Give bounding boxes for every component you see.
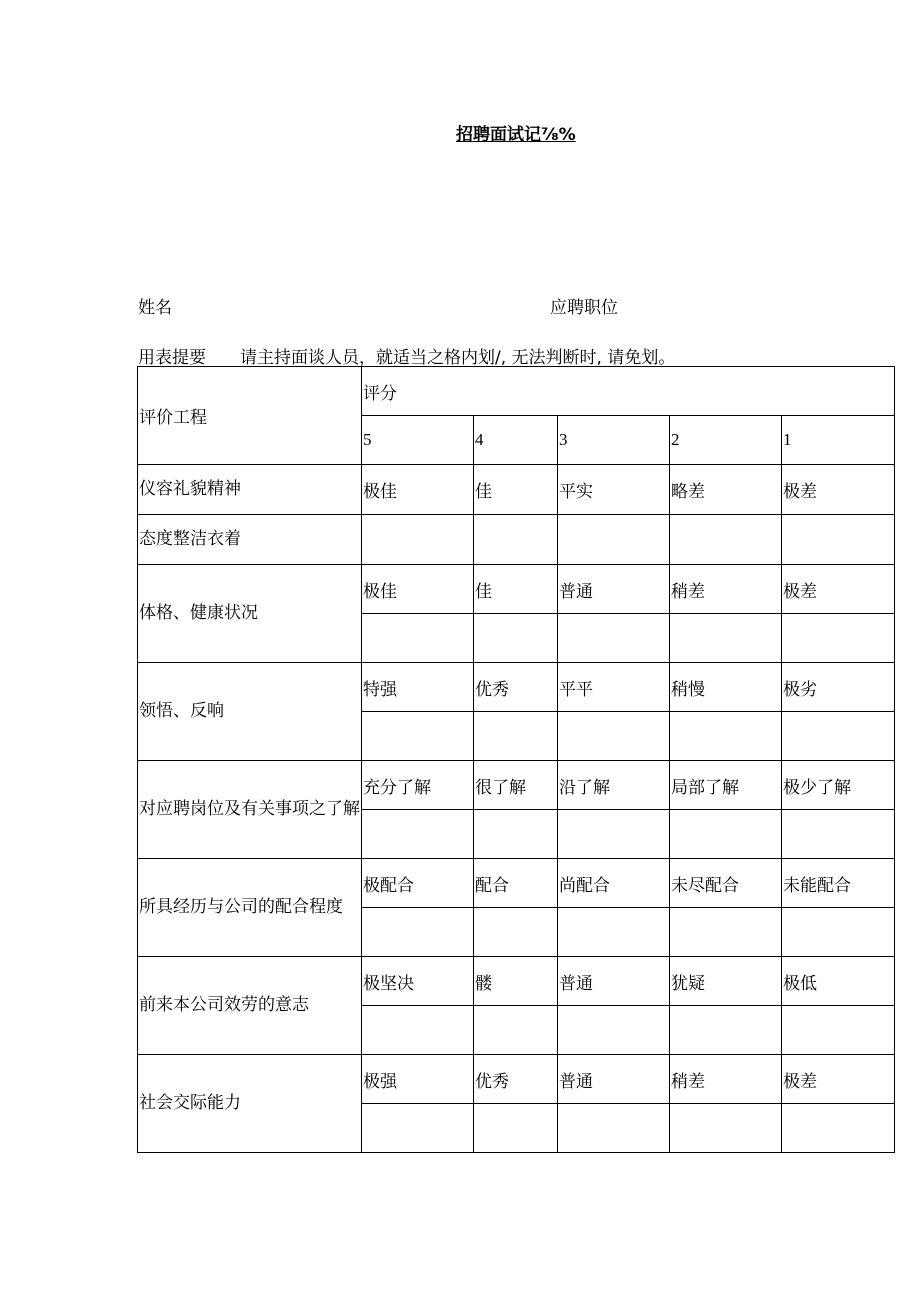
mark-cell[interactable]	[782, 614, 895, 663]
criterion-cell: 领悟、反响	[138, 663, 362, 761]
mark-cell[interactable]	[670, 712, 782, 761]
mark-cell[interactable]	[558, 515, 670, 565]
table-header-row	[138, 367, 895, 416]
rating-cell[interactable]: 稍慢	[670, 663, 782, 712]
mark-cell[interactable]	[362, 1006, 474, 1055]
mark-cell[interactable]	[558, 712, 670, 761]
score-2: 2	[670, 416, 782, 465]
mark-cell[interactable]	[670, 1006, 782, 1055]
criterion-cell: 社会交际能力	[138, 1055, 362, 1153]
mark-cell[interactable]	[362, 515, 474, 565]
mark-cell[interactable]	[670, 515, 782, 565]
score-header: 评分	[362, 367, 895, 416]
rating-cell[interactable]: 极差	[782, 465, 895, 515]
rating-cell[interactable]: 普通	[558, 1055, 670, 1104]
rating-cell[interactable]: 佳	[474, 465, 558, 515]
mark-cell[interactable]	[558, 810, 670, 859]
rating-cell[interactable]: 很了解	[474, 761, 558, 810]
rating-cell[interactable]: 充分了解	[362, 761, 474, 810]
rating-cell[interactable]: 优秀	[474, 1055, 558, 1104]
mark-cell[interactable]	[558, 614, 670, 663]
table-row	[138, 515, 895, 565]
score-1: 1	[782, 416, 895, 465]
mark-cell[interactable]	[782, 810, 895, 859]
rating-cell[interactable]: 极配合	[362, 859, 474, 908]
rating-cell[interactable]: 髅	[474, 957, 558, 1006]
rating-cell[interactable]: 普通	[558, 957, 670, 1006]
criterion-cell: 体格、健康状况	[138, 565, 362, 663]
mark-cell[interactable]	[362, 712, 474, 761]
rating-cell[interactable]: 未尽配合	[670, 859, 782, 908]
criterion-cell: 仪容礼貌精神	[138, 465, 362, 515]
mark-cell[interactable]	[362, 810, 474, 859]
mark-cell[interactable]	[782, 1006, 895, 1055]
rating-cell[interactable]: 特强	[362, 663, 474, 712]
mark-cell[interactable]	[670, 614, 782, 663]
rating-cell[interactable]: 犹疑	[670, 957, 782, 1006]
mark-cell[interactable]	[782, 515, 895, 565]
mark-cell[interactable]	[474, 908, 558, 957]
rating-cell[interactable]: 极差	[782, 1055, 895, 1104]
mark-cell[interactable]	[782, 712, 895, 761]
rating-cell[interactable]: 极低	[782, 957, 895, 1006]
mark-cell[interactable]	[558, 1104, 670, 1153]
mark-cell[interactable]	[362, 908, 474, 957]
criterion-cell: 态度整洁衣着	[138, 515, 362, 565]
instructions	[138, 343, 675, 368]
rating-cell[interactable]: 优秀	[474, 663, 558, 712]
mark-cell[interactable]	[558, 908, 670, 957]
criterion-cell: 对应聘岗位及有关事项之了解	[138, 761, 362, 859]
rating-cell[interactable]: 普通	[558, 565, 670, 614]
mark-cell[interactable]	[782, 908, 895, 957]
mark-cell[interactable]	[474, 712, 558, 761]
criterion-cell: 前来本公司效劳的意志	[138, 957, 362, 1055]
instructions-text: 请主持面谈人员，就适当之格内划/, 无法判断时, 请免划。	[240, 348, 676, 368]
mark-cell[interactable]	[362, 1104, 474, 1153]
evaluation-table	[137, 366, 895, 1153]
score-3: 3	[558, 416, 670, 465]
table-row	[138, 465, 895, 515]
rating-cell[interactable]: 极少了解	[782, 761, 895, 810]
table-row	[138, 957, 895, 1006]
rating-cell[interactable]: 极坚决	[362, 957, 474, 1006]
rating-cell[interactable]: 平平	[558, 663, 670, 712]
rating-cell[interactable]: 沿了解	[558, 761, 670, 810]
mark-cell[interactable]	[474, 810, 558, 859]
score-5: 5	[362, 416, 474, 465]
rating-cell[interactable]: 平实	[558, 465, 670, 515]
rating-cell[interactable]: 极佳	[362, 465, 474, 515]
table-row	[138, 1055, 895, 1104]
rating-cell[interactable]: 极劣	[782, 663, 895, 712]
instructions-label: 用表提要	[138, 348, 206, 368]
mark-cell[interactable]	[670, 1104, 782, 1153]
rating-cell[interactable]: 稍差	[670, 565, 782, 614]
criteria-header: 评价工程	[138, 367, 362, 465]
mark-cell[interactable]	[362, 614, 474, 663]
mark-cell[interactable]	[474, 1104, 558, 1153]
table-row	[138, 761, 895, 810]
mark-cell[interactable]	[474, 515, 558, 565]
score-4: 4	[474, 416, 558, 465]
rating-cell[interactable]: 佳	[474, 565, 558, 614]
criterion-cell: 所具经历与公司的配合程度	[138, 859, 362, 957]
rating-cell[interactable]: 尚配合	[558, 859, 670, 908]
rating-cell[interactable]: 配合	[474, 859, 558, 908]
mark-cell[interactable]	[558, 1006, 670, 1055]
mark-cell[interactable]	[670, 810, 782, 859]
rating-cell[interactable]: 局部了解	[670, 761, 782, 810]
rating-cell[interactable]: 略差	[670, 465, 782, 515]
rating-cell[interactable]: 极佳	[362, 565, 474, 614]
position-label: 应聘职位	[550, 298, 618, 318]
table-row	[138, 663, 895, 712]
table-row	[138, 565, 895, 614]
name-label: 姓名	[138, 298, 172, 318]
mark-cell[interactable]	[474, 1006, 558, 1055]
mark-cell[interactable]	[670, 908, 782, 957]
mark-cell[interactable]	[474, 614, 558, 663]
rating-cell[interactable]: 稍差	[670, 1055, 782, 1104]
document-title: 招聘面试记⅞%	[456, 125, 576, 145]
rating-cell[interactable]: 未能配合	[782, 859, 895, 908]
table-row	[138, 859, 895, 908]
rating-cell[interactable]: 极差	[782, 565, 895, 614]
rating-cell[interactable]: 极强	[362, 1055, 474, 1104]
mark-cell[interactable]	[782, 1104, 895, 1153]
